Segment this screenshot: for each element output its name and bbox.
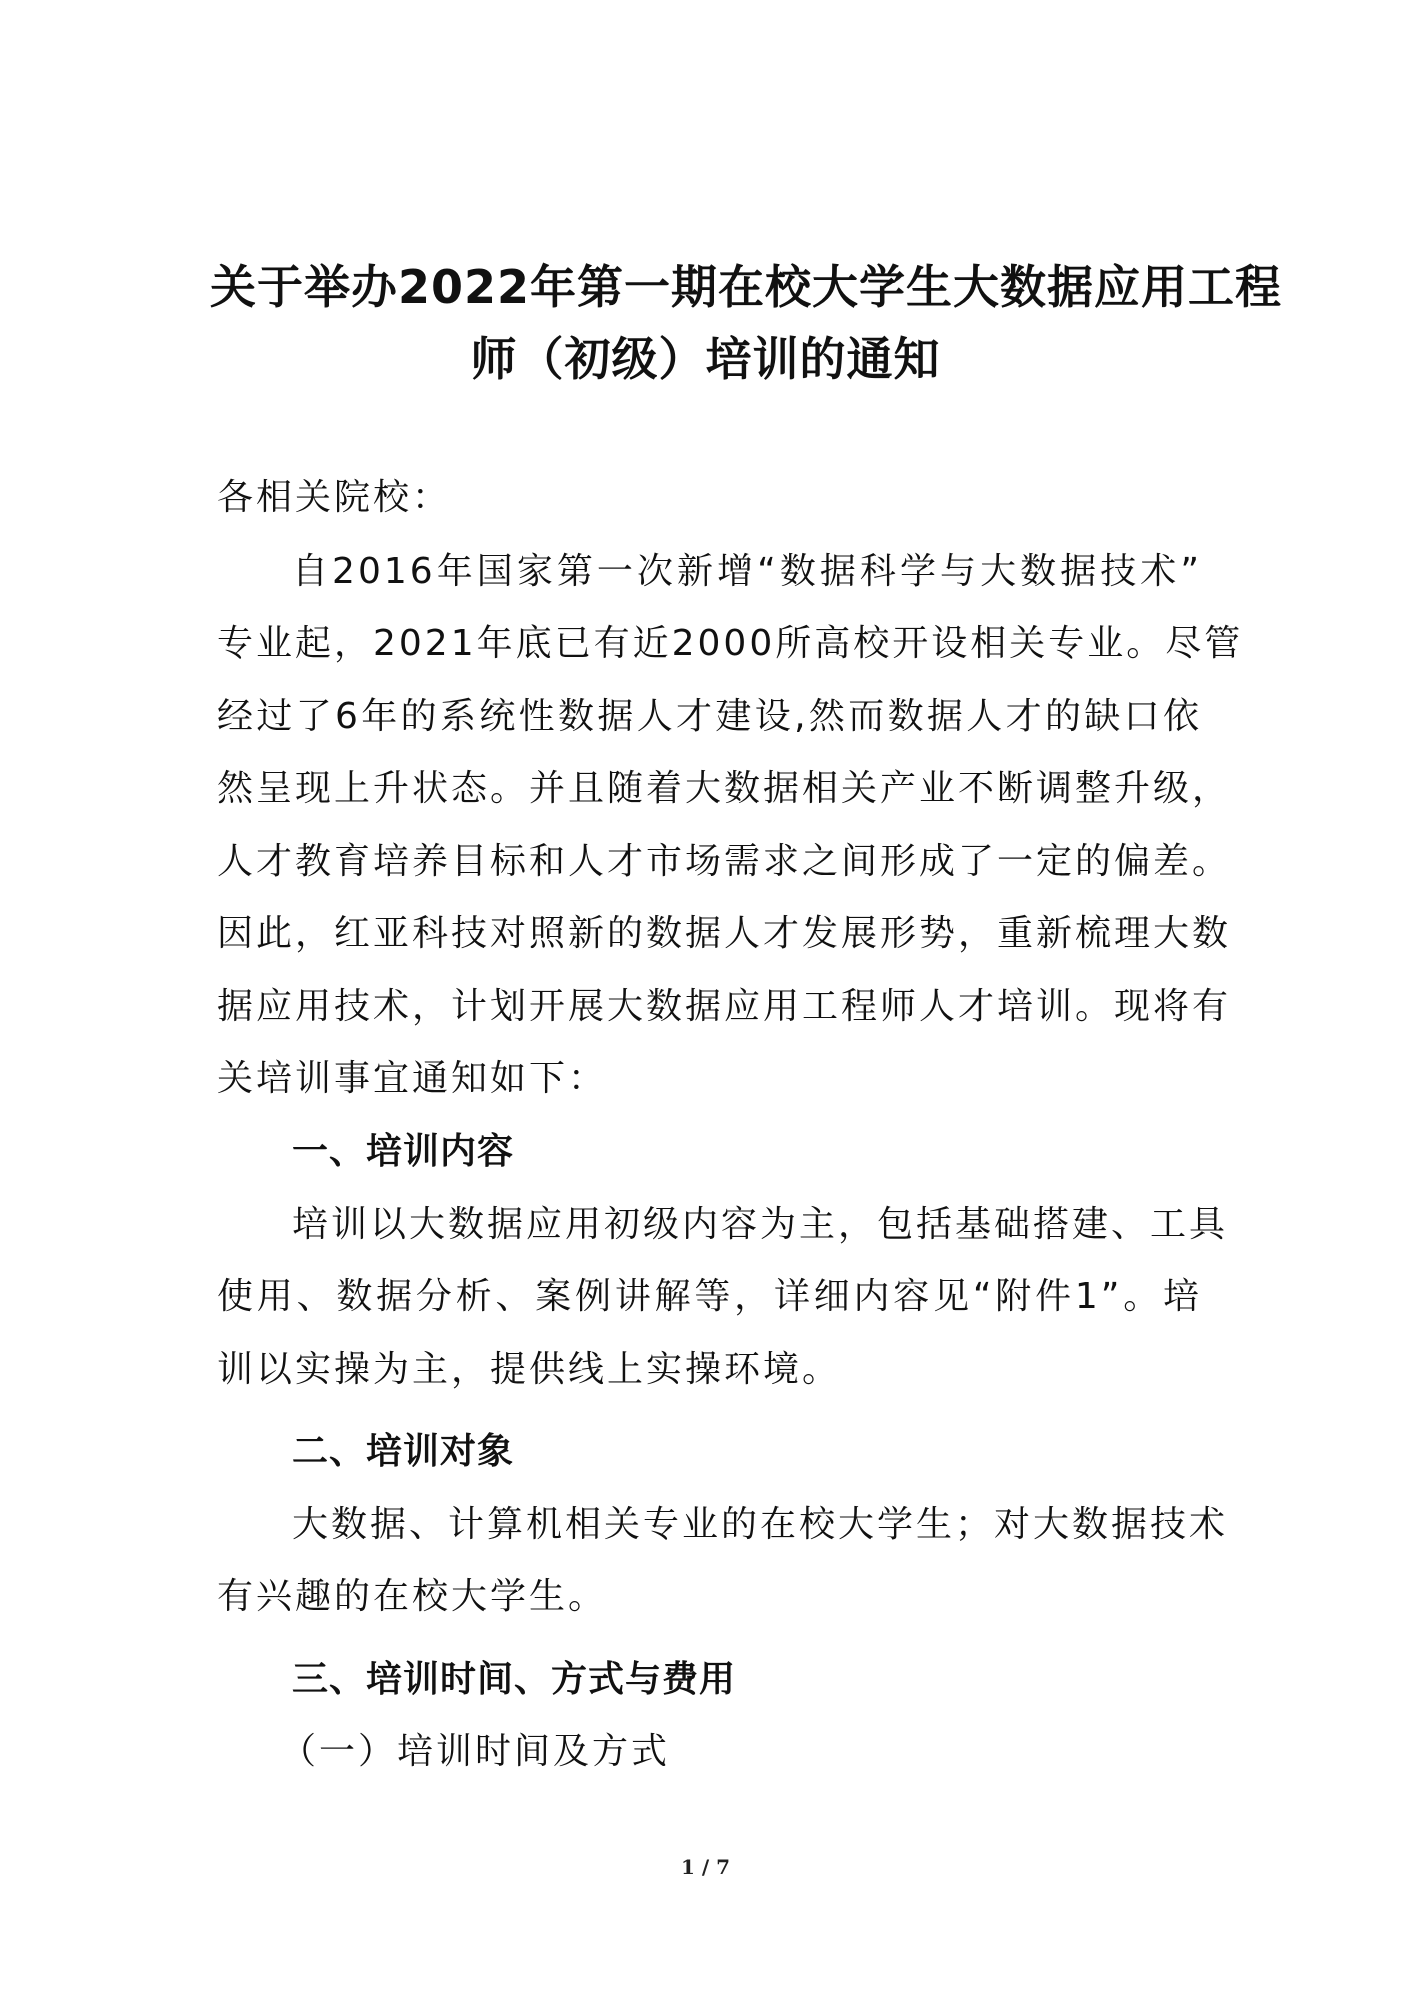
intro-paragraph-line: 自2016年国家第一次新增“数据科学与大数据技术” <box>292 551 1202 592</box>
section-body-line: 使用、数据分析、案例讲解等，详细内容见“附件1”。培 <box>217 1276 1202 1317</box>
section-body-line: 大数据、计算机相关专业的在校大学生；对大数据技术 <box>292 1504 1229 1545</box>
section-body-line: 有兴趣的在校大学生。 <box>217 1576 608 1617</box>
salutation: 各相关院校： <box>217 477 452 518</box>
section-body-line: 培训以大数据应用初级内容为主，包括基础搭建、工具 <box>292 1204 1229 1245</box>
section-heading-content: 一、培训内容 <box>292 1131 515 1172</box>
page-number: 1 / 7 <box>680 1855 731 1879</box>
section-heading-audience: 二、培训对象 <box>292 1431 515 1472</box>
subsection-heading: （一）培训时间及方式 <box>280 1731 671 1772</box>
intro-paragraph-line: 专业起，2021年底已有近2000所高校开设相关专业。尽管 <box>217 623 1244 664</box>
intro-paragraph-line: 关培训事宜通知如下： <box>217 1058 608 1099</box>
section-body-line: 训以实操为主，提供线上实操环境。 <box>217 1349 842 1390</box>
intro-paragraph-line: 人才教育培养目标和人才市场需求之间形成了一定的偏差。 <box>217 841 1232 882</box>
document-title-line-2: 师（初级）培训的通知 <box>470 332 941 386</box>
section-heading-schedule: 三、培训时间、方式与费用 <box>292 1659 737 1700</box>
document-title-line-1: 关于举办2022年第一期在校大学生大数据应用工程 <box>210 260 1283 314</box>
intro-paragraph-line: 据应用技术，计划开展大数据应用工程师人才培训。现将有 <box>217 986 1232 1027</box>
intro-paragraph-line: 然呈现上升状态。并且随着大数据相关产业不断调整升级， <box>217 768 1232 809</box>
intro-paragraph-line: 经过了6年的系统性数据人才建设,然而数据人才的缺口依 <box>217 696 1202 737</box>
intro-paragraph-line: 因此，红亚科技对照新的数据人才发展形势，重新梳理大数 <box>217 913 1232 954</box>
